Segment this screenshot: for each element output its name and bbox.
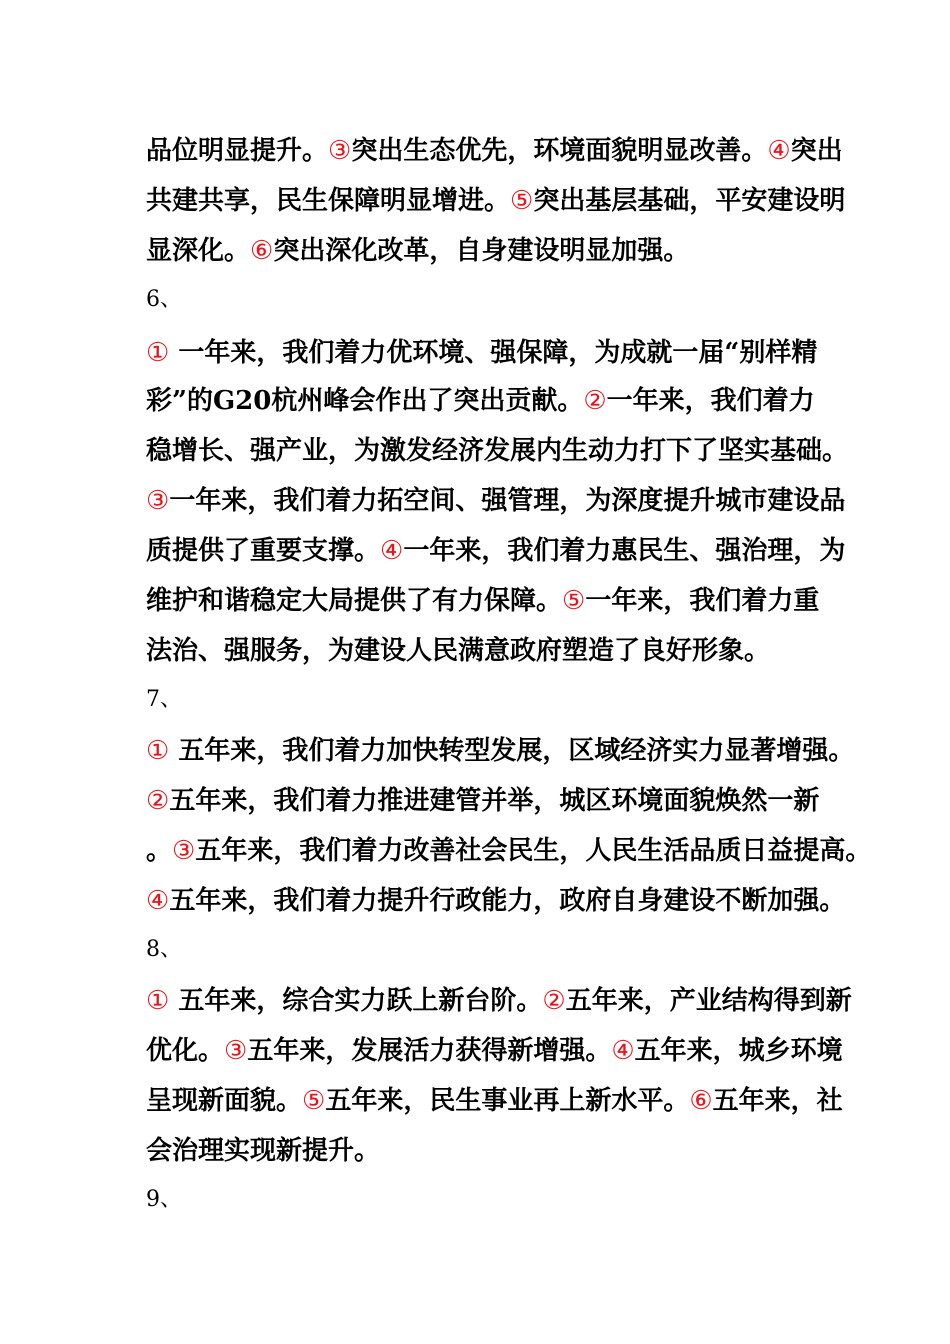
text-segment: 突出基层基础，平安建设明	[533, 186, 846, 216]
text-segment: 质提供了重要支撑。	[146, 536, 381, 566]
paragraph-line	[146, 884, 846, 918]
circled-number: ⑥	[250, 236, 274, 266]
text-segment: 五年来，我们着力推进建管并举，城区环境面貌焕然一新	[169, 786, 820, 816]
circled-number: ①	[146, 736, 170, 766]
text-segment: 品位明显提升。	[146, 136, 329, 166]
text-segment: 一年来，我们着力	[606, 386, 815, 416]
paragraph-line	[146, 184, 846, 218]
text-segment: 一年来，我们着力惠民生、强治理，为	[403, 536, 846, 566]
circled-number: ①	[146, 338, 170, 368]
circled-number: ⑥	[689, 1086, 713, 1116]
text-segment: 一年来，我们着力优环境、强保障，为成就一届“别样精	[169, 338, 818, 368]
circled-number: ⑤	[510, 186, 534, 216]
circled-number: ⑤	[302, 1086, 326, 1116]
text-segment: 。	[146, 836, 173, 866]
paragraph-line	[146, 1084, 843, 1118]
circled-number: ①	[146, 986, 170, 1016]
circled-number: ②	[542, 986, 566, 1016]
text-segment: 突出深化改革，自身建设明显加强。	[273, 236, 690, 266]
circled-number: ③	[224, 1036, 248, 1066]
circled-number: ④	[380, 536, 404, 566]
circled-number: ③	[328, 136, 352, 166]
text-segment: 五年来，综合实力跃上新台阶。	[169, 986, 543, 1016]
text-segment: 呈现新面貌。	[146, 1086, 303, 1116]
paragraph-line	[146, 1134, 836, 1168]
paragraph-line	[146, 234, 836, 268]
circled-number: ②	[583, 386, 607, 416]
paragraph-line	[146, 534, 846, 568]
text-segment: 五年来，我们着力提升行政能力，政府自身建设不断加强。	[169, 886, 846, 916]
text-segment: 维护和谐稳定大局提供了有力保障。	[146, 586, 563, 616]
text-segment: 五年来，社	[712, 1086, 843, 1116]
text-segment: 会治理实现新提升。	[146, 1136, 381, 1166]
circled-number: ③	[172, 836, 196, 866]
circled-number: ②	[146, 786, 170, 816]
circled-number: ⑤	[562, 586, 586, 616]
text-segment: 五年来，我们着力加快转型发展，区域经济实力显著增强。	[169, 736, 855, 766]
text-segment: 一年来，我们着力拓空间、强管理，为深度提升城市建设品	[169, 486, 846, 516]
paragraph-line	[146, 834, 872, 868]
text-segment: 突出生态优先，环境面貌明显改善。	[351, 136, 768, 166]
paragraph-line	[146, 134, 843, 168]
section-number: 9、	[146, 1187, 182, 1212]
text-segment: 五年来，城乡环境	[634, 1036, 843, 1066]
paragraph-line	[146, 434, 849, 468]
paragraph-line	[146, 584, 836, 618]
text-segment: 五年来，民生事业再上新水平。	[325, 1086, 690, 1116]
text-segment: 稳增长、强产业，为激发经济发展内生动力打下了坚实基础。	[146, 436, 849, 466]
circled-number: ④	[146, 886, 170, 916]
paragraph-line	[146, 484, 846, 518]
paragraph-line	[146, 1034, 843, 1068]
paragraph-line	[146, 734, 855, 768]
text-segment: 五年来，产业结构得到新	[565, 986, 852, 1016]
text-segment: 显深化。	[146, 236, 251, 266]
section-number: 8、	[146, 937, 182, 962]
text-segment: 彩”的G20杭州峰会作出了突出贡献。	[146, 386, 584, 416]
text-segment: 五年来，发展活力获得新增强。	[247, 1036, 612, 1066]
paragraph-line	[146, 384, 836, 418]
paragraph-line	[146, 634, 836, 668]
section-number: 6、	[146, 287, 182, 312]
paragraph-line	[146, 336, 836, 370]
paragraph-line	[146, 784, 836, 818]
text-segment: 法治、强服务，为建设人民满意政府塑造了良好形象。	[146, 636, 771, 666]
circled-number: ④	[611, 1036, 635, 1066]
text-segment: 五年来，我们着力改善社会民生，人民生活品质日益提高。	[195, 836, 872, 866]
circled-number: ④	[767, 136, 791, 166]
paragraph-line	[146, 984, 852, 1018]
circled-number: ③	[146, 486, 170, 516]
text-segment: 共建共享，民生保障明显增进。	[146, 186, 511, 216]
section-number: 7、	[146, 687, 182, 712]
text-segment: 一年来，我们着力重	[585, 586, 820, 616]
text-segment: 突出	[790, 136, 843, 166]
text-segment: 优化。	[146, 1036, 225, 1066]
